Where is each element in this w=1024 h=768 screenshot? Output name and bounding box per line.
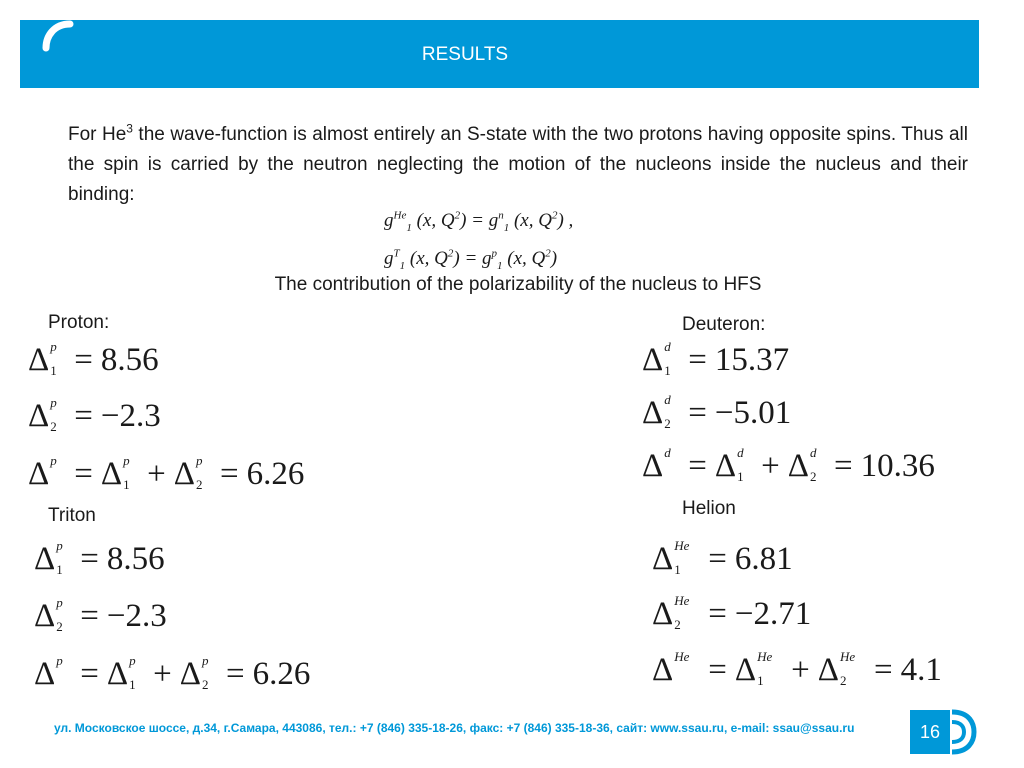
footer-logo-icon	[948, 706, 978, 758]
deuteron-total: Δ d = Δ d 1 + Δ d 2 = 10.36	[642, 445, 935, 484]
helion-label: Helion	[682, 498, 736, 519]
equation-helium-neutron: $g^{He}_1$ (x, $Q^2) = g^n_1$ (x, $Q^2$) ,	[384, 209, 574, 234]
intro-paragraph: For He$^3$ the wave-function is almost entirely an S-state with the two protons having opposite spins. Thus all the spin is carried by the neutron neglecting the motion of the nucleons inside the nucleus and their binding:	[68, 121, 968, 205]
triton-total: Δ p = Δ p 1 + Δ p 2 = 6.26	[34, 653, 311, 692]
proton-total: Δ p = Δ p 1 + Δ p 2 = 6.26	[28, 453, 305, 492]
deuteron-label: Deuteron:	[682, 314, 766, 335]
triton-label: Triton	[48, 505, 96, 526]
helion-delta1: Δ He 1 = 6.81	[652, 538, 793, 577]
page-number: 16	[919, 722, 941, 742]
helion-total: Δ He = Δ He 1 + Δ He 2 = 4.1	[652, 649, 942, 688]
deuteron-delta1: Δ d 1 = 15.37	[642, 339, 790, 378]
deuteron-delta2: Δ d 2 = −5.01	[642, 392, 792, 431]
helion-delta2: Δ He 2 = −2.71	[652, 593, 812, 632]
proton-delta1: Δ p 1 = 8.56	[28, 339, 159, 378]
proton-label: Proton:	[48, 312, 110, 333]
triton-delta1: Δ p 1 = 8.56	[34, 538, 165, 577]
triton-delta2: Δ p 2 = −2.3	[34, 595, 167, 634]
slide-title: RESULTS	[421, 44, 509, 65]
contribution-heading: The contribution of the polarizability of the nucleus to HFS	[274, 274, 762, 295]
footer-address: ул. Московское шоссе, д.34, г.Самара, 443086, тел.: +7 (846) 335-18-26, факс: +7 (846) 335-18-36, сайт: www.ssau.ru, e-mail: ssau@ssau.ru	[54, 721, 855, 735]
equation-triton-proton: $g^T_1$ (x, $Q^2) = g^p_1$ (x, $Q^2$)	[384, 247, 558, 272]
proton-delta2: Δ p 2 = −2.3	[28, 395, 161, 434]
